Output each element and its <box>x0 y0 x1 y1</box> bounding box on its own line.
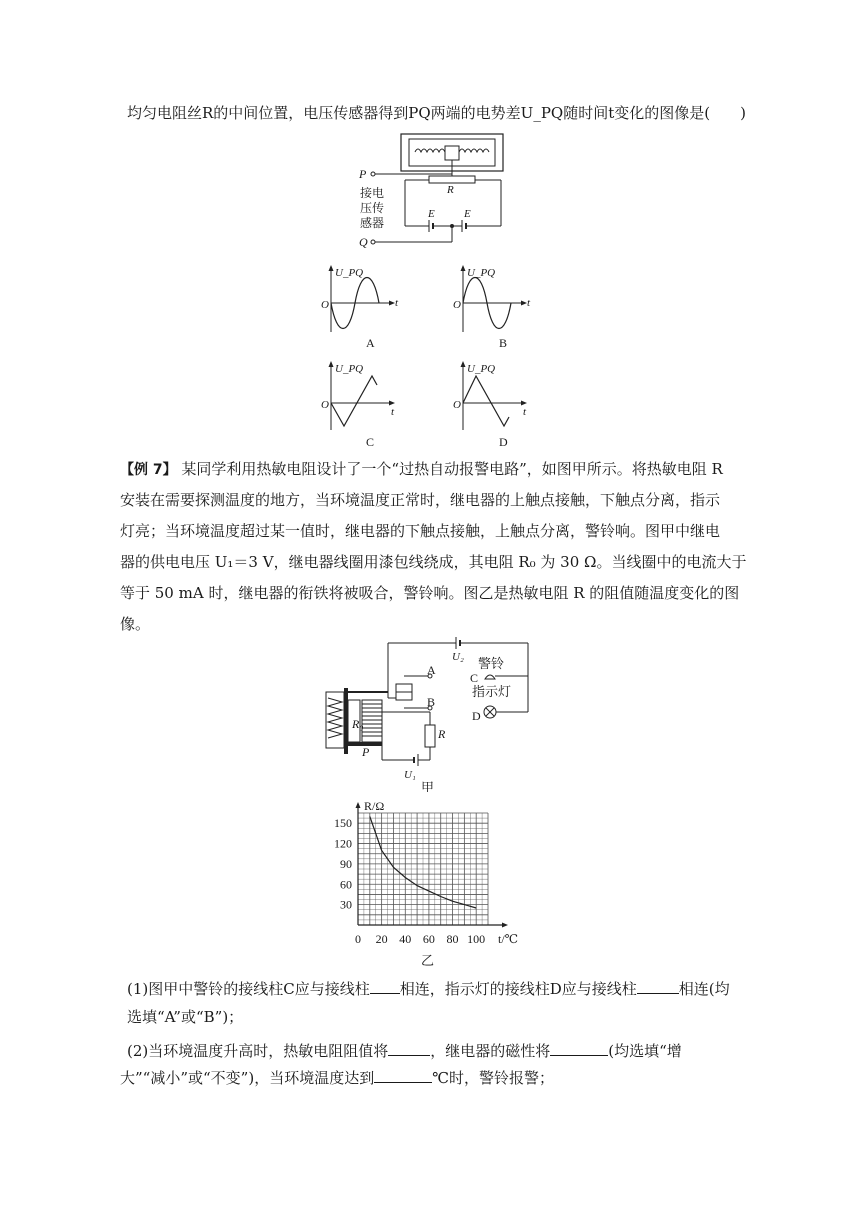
x-tick-label: 60 <box>422 932 435 946</box>
relay-circuit-figure <box>322 632 534 796</box>
axis-label: U_PQ <box>335 363 364 375</box>
q2-line2-post: ℃时，警铃报警； <box>432 1069 554 1087</box>
origin-label: O <box>321 399 329 411</box>
axis-t-label: t <box>523 406 527 418</box>
option-label-c: C <box>366 435 375 448</box>
sensor-circuit-figure <box>355 130 505 256</box>
option-label-a: A <box>366 336 375 350</box>
b-label: B <box>427 695 436 709</box>
y-tick-label: 60 <box>340 877 352 892</box>
question-1-line-2: 选填“A”或“B”)； <box>127 1008 244 1026</box>
fig-jia-caption: 甲 <box>421 780 435 792</box>
x-axis-arrow <box>502 923 508 928</box>
fig1-q-label: Q <box>359 235 368 249</box>
option-c-graph <box>313 358 413 452</box>
q2-blank-magnetism[interactable] <box>550 1041 608 1056</box>
sensor-label-1: 接电 <box>360 186 385 200</box>
y-tick-label: 30 <box>340 897 352 912</box>
q2-pre: (2)当环境温度升高时，热敏电阻阻值将 <box>127 1042 389 1060</box>
intro-line: 均匀电阻丝R的中间位置，电压传感器得到PQ两端的电势差U_PQ随时间t变化的图像是( ) <box>127 104 746 122</box>
example-line-3: 灯亮；当环境温度超过某一值时，继电器的下触点接触，上触点分离，警铃响。图甲中继电 <box>120 522 721 540</box>
r-label: R <box>438 727 446 741</box>
q2-blank-temperature[interactable] <box>374 1068 432 1083</box>
u2-label: U₂ <box>452 651 464 663</box>
fig1-e1-label: E <box>428 208 435 220</box>
option-label-b: B <box>499 336 508 350</box>
axis-label: U_PQ <box>335 267 364 279</box>
option-a-graph <box>313 262 413 356</box>
origin-label: O <box>453 299 461 311</box>
q2-blank-resistance[interactable] <box>388 1041 430 1056</box>
example-line-2: 安装在需要探测温度的地方，当环境温度正常时，继电器的上触点接触，下触点分离，指示 <box>120 491 721 509</box>
fig1-r-label: R <box>447 184 454 196</box>
q2-post: (均选填“增 <box>608 1042 682 1060</box>
example-line-5: 等于 50 mA 时，继电器的衔铁将被吸合，警铃响。图乙是热敏电阻 R 的阻值随温度变化的图 <box>120 584 740 602</box>
d-label: D <box>472 709 481 723</box>
u1-label: U₁ <box>404 769 416 781</box>
x-tick-label: 80 <box>446 932 459 946</box>
fig1-e2-label: E <box>464 208 471 220</box>
axis-t-label: t <box>527 297 531 309</box>
p-label: P <box>362 745 370 759</box>
bell-label: 警铃 <box>478 656 505 671</box>
example-line-6: 像。 <box>120 615 151 633</box>
x-tick-label: 100 <box>467 932 486 946</box>
q1-blank-d[interactable] <box>637 979 679 994</box>
x-tick-label: 0 <box>355 932 361 946</box>
question-1-line-1 <box>127 979 730 999</box>
axis-t-label: t <box>395 297 399 309</box>
option-b-graph <box>445 262 545 356</box>
chart-caption: 乙 <box>421 953 435 968</box>
x-tick-label: 20 <box>375 932 388 946</box>
r0-label: R₀ <box>352 717 364 731</box>
y-tick-label: 120 <box>334 836 352 851</box>
example-tag: 【例 7】 <box>120 462 177 478</box>
q1-blank-c[interactable] <box>370 979 400 994</box>
y-tick-label: 150 <box>334 816 352 831</box>
example-line-4: 器的供电电压 U₁＝3 V，继电器线圈用漆包线绕成，其电阻 R₀ 为 30 Ω。当线圈中的电流大于 <box>120 553 747 571</box>
axis-label: U_PQ <box>467 267 496 279</box>
c-label: C <box>470 671 479 685</box>
resistance-temperature-chart <box>322 795 534 975</box>
y-axis-title: R/Ω <box>364 799 385 813</box>
example-first-line <box>120 459 723 480</box>
q2-mid: ，继电器的磁性将 <box>430 1042 551 1060</box>
fig1-p-label: P <box>359 167 367 181</box>
origin-label: O <box>453 399 461 411</box>
q1-mid: 相连，指示灯的接线柱D应与接线柱 <box>399 980 637 998</box>
y-tick-label: 90 <box>340 856 352 871</box>
example-line-1: 某同学利用热敏电阻设计了一个“过热自动报警电路”，如图甲所示。将热敏电阻 R <box>181 460 723 478</box>
option-d-graph <box>445 358 545 452</box>
question-2-line-2 <box>120 1068 554 1088</box>
axis-t-label: t <box>391 406 395 418</box>
chart-grid <box>358 813 488 925</box>
question-2-line-1 <box>127 1041 682 1061</box>
q1-post: 相连(均 <box>678 980 730 998</box>
sensor-label-2: 压传 <box>360 201 385 215</box>
x-tick-label: 40 <box>399 932 412 946</box>
axis-label: U_PQ <box>467 363 496 375</box>
origin-label: O <box>321 299 329 311</box>
q2-line2-pre: 大”“减小”或“不变”)，当环境温度达到 <box>120 1069 375 1087</box>
lamp-label: 指示灯 <box>472 684 512 699</box>
a-label: A <box>427 663 436 677</box>
y-axis-arrow <box>356 802 361 808</box>
sensor-label-3: 感器 <box>360 216 385 230</box>
option-label-d: D <box>499 435 508 448</box>
x-axis-title: t/℃ <box>498 932 519 946</box>
q1-pre: (1)图甲中警铃的接线柱C应与接线柱 <box>127 980 370 998</box>
